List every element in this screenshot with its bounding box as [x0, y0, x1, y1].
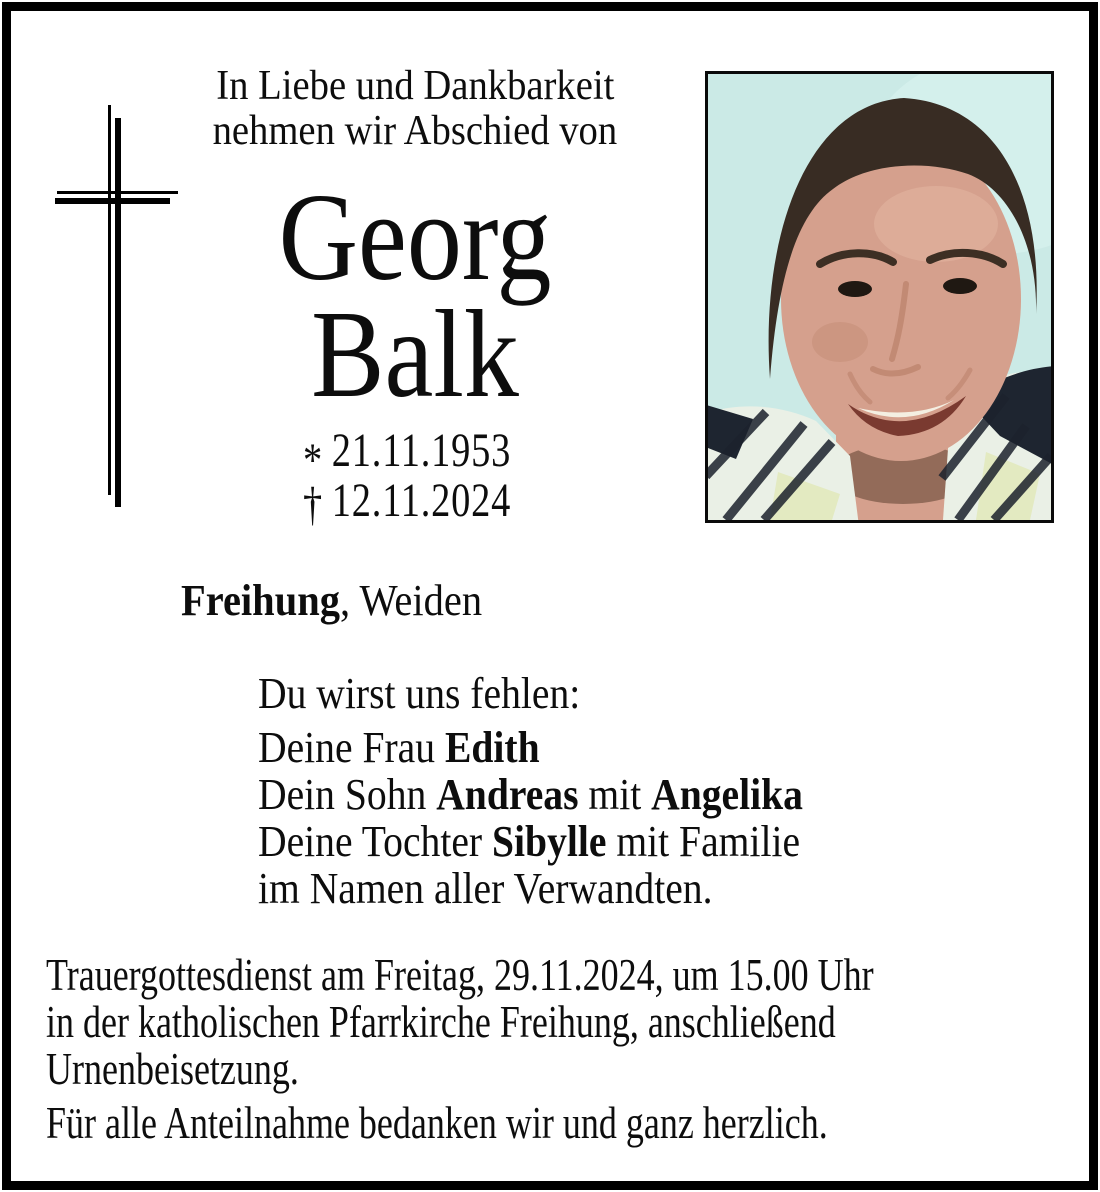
service-line-3: Urnenbeisetzung. [46, 1044, 299, 1094]
life-dates [303, 424, 563, 531]
intro-line-2: nehmen wir Abschied von [212, 108, 618, 154]
service-line-1: Trauergottesdienst am Freitag, 29.11.2024, um 15.00 Uhr [46, 950, 874, 1000]
last-name: Balk [311, 286, 519, 424]
death-date: 12.11.2024 [331, 474, 512, 527]
intro-text [85, 64, 745, 154]
birth-star-symbol: * [303, 433, 323, 487]
intro-line-1: In Liebe und Dankbarkeit [215, 63, 615, 109]
right-eye [943, 278, 977, 294]
wife-name: Edith [444, 723, 540, 772]
death-dagger-symbol: † [303, 477, 323, 531]
cheek-shading [812, 322, 868, 362]
portrait-photo [705, 71, 1054, 523]
mourner-daughter-line: Deine Tochter Sibylle mit Familie [258, 817, 801, 866]
mourner-wife-line: Deine Frau Edith [258, 723, 540, 772]
thanks-line: Für alle Anteilnahme bedanken wir und ganz herzlich. [46, 1098, 828, 1148]
daughter-name: Sibylle [492, 817, 607, 866]
mourner-son-line: Dein Sohn Andreas mit Angelika [258, 770, 803, 819]
residence-region: , Weiden [339, 576, 483, 625]
farewell-closing: im Namen aller Verwandten. [258, 864, 713, 913]
son-partner-name: Angelika [651, 770, 803, 819]
service-info [46, 952, 1081, 1093]
service-line-2: in der katholischen Pfarrkirche Freihung, anschließend [46, 997, 836, 1047]
left-eye [838, 281, 872, 297]
birth-date-line [303, 424, 563, 487]
first-name: Georg [278, 169, 552, 307]
farewell-intro: Du wirst uns fehlen: [258, 669, 581, 718]
residence-line [181, 577, 508, 624]
deceased-name [85, 169, 745, 424]
death-date-line [303, 474, 563, 531]
farewell-block [258, 670, 864, 912]
birth-date: 21.11.1953 [331, 424, 512, 477]
residence-town: Freihung [181, 576, 340, 625]
son-name: Andreas [436, 770, 579, 819]
